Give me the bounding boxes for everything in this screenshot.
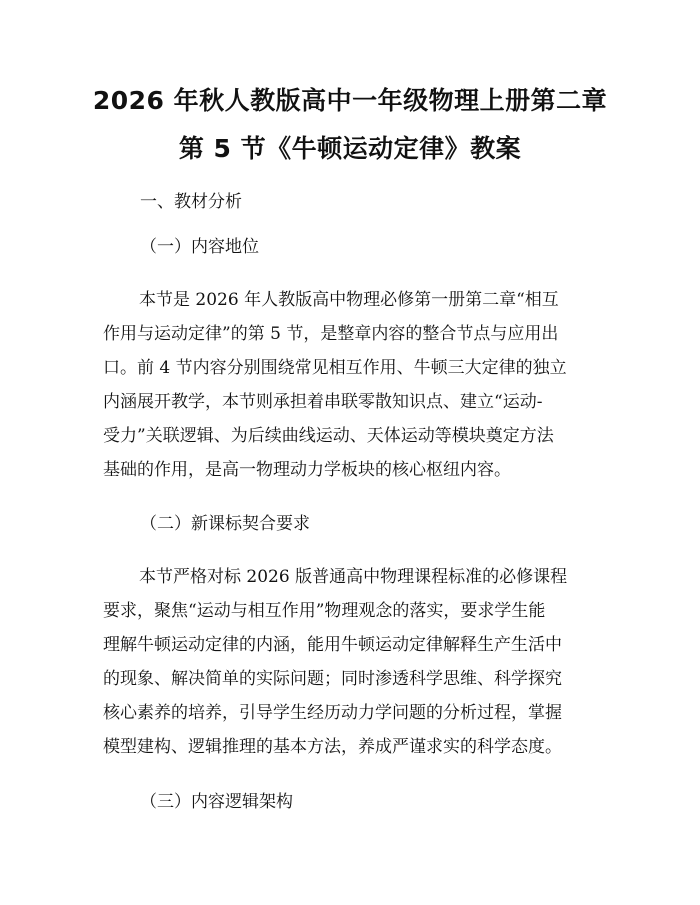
paragraph-line: 基础的作用，是高一物理动力学板块的核心枢纽内容。: [103, 460, 511, 480]
subsection-heading-logical-structure: （三）内容逻辑架构: [140, 792, 293, 812]
paragraph-line: 作用与运动定律”的第 5 节，是整章内容的整合节点与应用出: [103, 324, 559, 344]
subsection-heading-content-position: （一）内容地位: [140, 237, 259, 257]
paragraph-curriculum-requirements: [103, 560, 623, 764]
paragraph-line: 模型建构、逻辑推理的基本方法，养成严谨求实的科学态度。: [103, 737, 562, 757]
section-heading-textbook-analysis: 一、教材分析: [140, 192, 242, 212]
paragraph-line: 本节是 2026 年人教版高中物理必修第一册第二章“相互: [139, 290, 559, 310]
paragraph-line: 的现象、解决简单的实际问题；同时渗透科学思维、科学探究: [103, 669, 562, 689]
paragraph-line: 要求，聚焦“运动与相互作用”物理观念的落实，要求学生能: [103, 601, 546, 621]
paragraph-line: 口。前 4 节内容分别围绕常见相互作用、牛顿三大定律的独立: [103, 358, 567, 378]
paragraph-line: 内涵展开教学，本节则承担着串联零散知识点、建立“运动-: [103, 392, 543, 412]
paragraph-line: 核心素养的培养，引导学生经历动力学问题的分析过程，掌握: [103, 703, 562, 723]
paragraph-line: 本节严格对标 2026 版普通高中物理课程标准的必修课程: [139, 567, 568, 587]
subsection-heading-curriculum-requirements: （二）新课标契合要求: [140, 514, 310, 534]
document-title-line-2: 第 5 节《牛顿运动定律》教案: [178, 134, 522, 163]
paragraph-line: 受力”关联逻辑、为后续曲线运动、天体运动等模块奠定方法: [103, 426, 554, 446]
paragraph-line: 理解牛顿运动定律的内涵，能用牛顿运动定律解释生产生活中: [103, 635, 562, 655]
document-title-line-1: 2026 年秋人教版高中一年级物理上册第二章: [92, 86, 608, 115]
paragraph-content-position: [103, 283, 623, 487]
